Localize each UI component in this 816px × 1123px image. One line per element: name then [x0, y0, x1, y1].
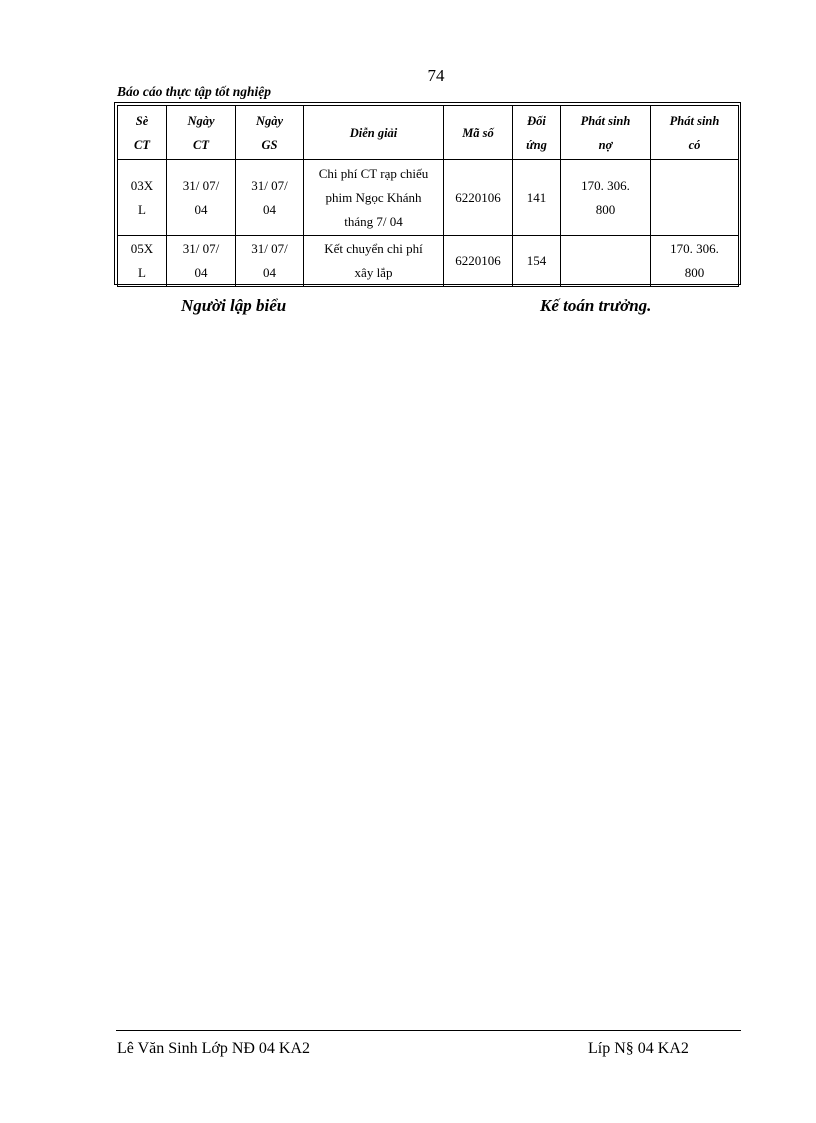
column-header-phat-sinh-no: Phát sinh nợ	[561, 106, 651, 160]
cell-ngay-ct: 31/ 07/ 04	[167, 160, 236, 236]
cell-ngay-gs: 31/ 07/ 04	[236, 160, 304, 236]
cell-ngay-ct: 31/ 07/ 04	[167, 236, 236, 287]
cell-phat-sinh-no	[561, 236, 651, 287]
cell-doi-ung: 154	[513, 236, 561, 287]
cell-so-ct: 05X L	[118, 236, 167, 287]
cell-dien-giai: Kết chuyển chi phí xây lắp	[304, 236, 444, 287]
footer-class: Líp N§ 04 KA2	[588, 1040, 689, 1057]
signature-chief-accountant: Kế toán trưởng.	[540, 296, 652, 315]
table-header-row	[118, 106, 739, 160]
column-header-so-ct: Sè CT	[118, 106, 167, 160]
column-header-dien-giai: Diễn giải	[304, 106, 444, 160]
ledger-table	[117, 105, 739, 287]
column-header-phat-sinh-co: Phát sinh có	[651, 106, 739, 160]
cell-so-ct: 03X L	[118, 160, 167, 236]
signature-preparer: Người lập biểu	[181, 296, 287, 315]
cell-doi-ung: 141	[513, 160, 561, 236]
cell-phat-sinh-no: 170. 306. 800	[561, 160, 651, 236]
column-header-ngay-ct: Ngày CT	[167, 106, 236, 160]
cell-ma-so: 6220106	[444, 236, 513, 287]
table-row	[118, 236, 739, 287]
ledger-table-frame	[114, 102, 741, 285]
column-header-ngay-gs: Ngày GS	[236, 106, 304, 160]
table-row	[118, 160, 739, 236]
footer-divider	[116, 1030, 741, 1031]
cell-phat-sinh-co	[651, 160, 739, 236]
cell-ngay-gs: 31/ 07/ 04	[236, 236, 304, 287]
footer-author: Lê Văn Sinh Lớp NĐ 04 KA2	[117, 1040, 311, 1057]
cell-dien-giai: Chi phí CT rạp chiếu phim Ngọc Khánh tháng 7/ 04	[304, 160, 444, 236]
page-number: 74	[427, 66, 445, 85]
report-header-title: Báo cáo thực tập tốt nghiệp	[117, 84, 271, 99]
cell-phat-sinh-co: 170. 306. 800	[651, 236, 739, 287]
column-header-ma-so: Mã số	[444, 106, 513, 160]
cell-ma-so: 6220106	[444, 160, 513, 236]
column-header-doi-ung: Đối ứng	[513, 106, 561, 160]
